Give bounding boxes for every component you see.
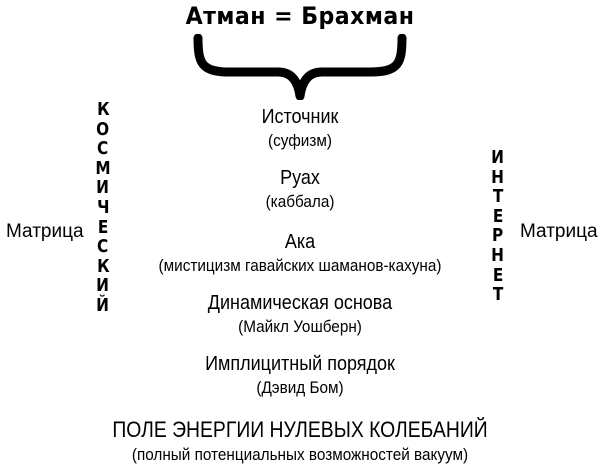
level-name-aka: Ака bbox=[284, 231, 316, 253]
right-letter: Н bbox=[491, 166, 505, 188]
level-name-implicate-order: Имплицитный порядок bbox=[205, 353, 395, 375]
left-letter: Е bbox=[97, 216, 109, 238]
diagram-title: Атман = Брахман bbox=[185, 2, 415, 30]
left-letter: С bbox=[97, 138, 109, 160]
right-letter: И bbox=[491, 147, 505, 168]
level-sub-aka: (мистицизм гавайских шаманов-кахуна) bbox=[158, 256, 442, 275]
left-letter: Й bbox=[96, 294, 110, 316]
level-name-source: Источник bbox=[261, 106, 339, 128]
level-name-ruach: Руах bbox=[280, 167, 320, 189]
right-letter: Е bbox=[492, 264, 504, 286]
level-sub-ruach: (каббала) bbox=[265, 192, 335, 211]
left-letter: Ч bbox=[96, 196, 110, 218]
level-sub-implicate-order: (Дэвид Бом) bbox=[256, 378, 344, 397]
level-sub-dynamic-ground: (Майкл Уошберн) bbox=[238, 317, 362, 336]
right-letter: Е bbox=[492, 205, 504, 227]
left-letter: И bbox=[96, 275, 110, 297]
right-letter: Р bbox=[492, 225, 504, 247]
right-letter: Т bbox=[492, 186, 504, 208]
zero-point-field-sub: (полный потенциальных возможностей вакуум) bbox=[131, 445, 469, 464]
left-letter: К bbox=[96, 255, 110, 277]
level-sub-source: (суфизм) bbox=[267, 131, 332, 150]
left-letter: И bbox=[96, 177, 110, 199]
left-letter: О bbox=[96, 118, 110, 140]
left-letter: С bbox=[97, 236, 109, 258]
left-matrix-label: Матрица bbox=[6, 221, 84, 242]
right-matrix-label: Матрица bbox=[520, 221, 598, 242]
zero-point-field-title: ПОЛЕ ЭНЕРГИИ НУЛЕВЫХ КОЛЕБАНИЙ bbox=[112, 417, 488, 442]
left-letter: М bbox=[95, 157, 111, 179]
right-letter: Т bbox=[492, 284, 504, 306]
right-letter: Н bbox=[491, 244, 505, 266]
left-letter: К bbox=[96, 99, 110, 120]
level-name-dynamic-ground: Динамическая основа bbox=[207, 292, 393, 314]
curly-brace bbox=[190, 34, 410, 100]
